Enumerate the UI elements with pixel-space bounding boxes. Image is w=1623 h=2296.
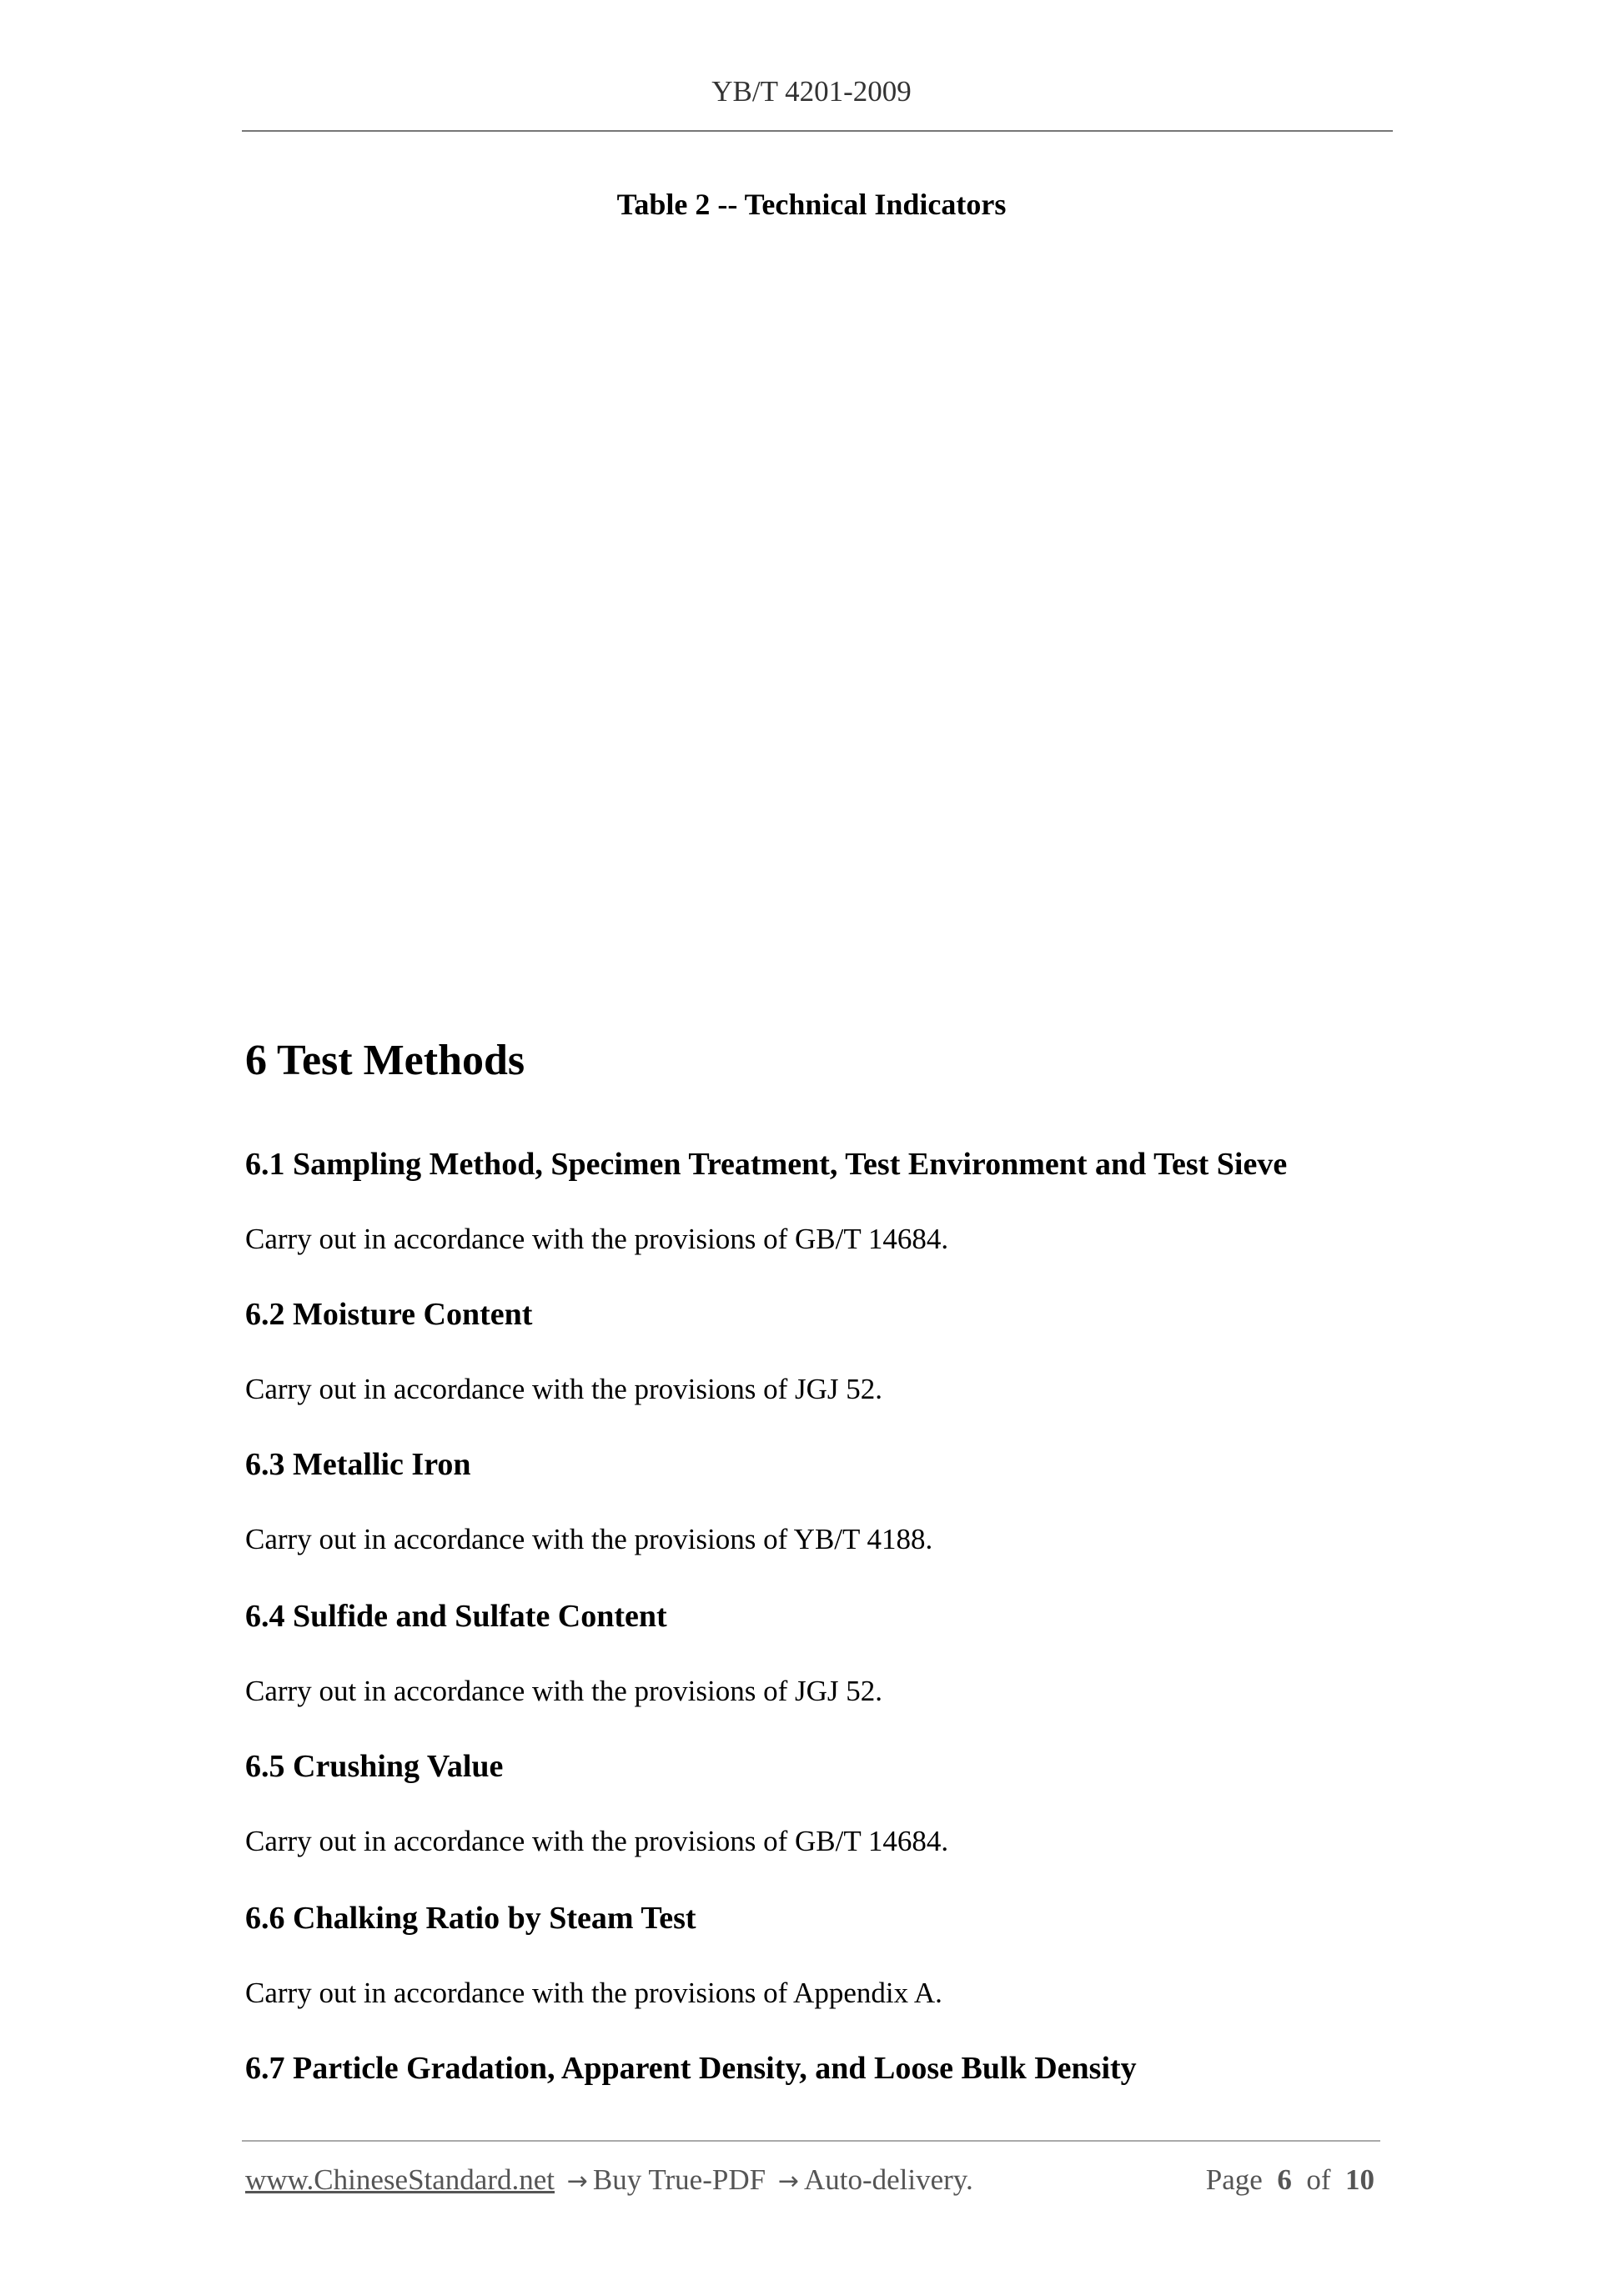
subsection-text-6-5: Carry out in accordance with the provisions of GB/T 14684. — [245, 1825, 949, 1857]
subsection-heading-6-4: 6.4 Sulfide and Sulfate Content — [245, 1599, 667, 1634]
table-placeholder-area — [242, 242, 1393, 992]
subsection-heading-6-6: 6.6 Chalking Ratio by Steam Test — [245, 1901, 696, 1936]
page-indicator — [1206, 2162, 1374, 2198]
section-title: 6 Test Methods — [245, 1037, 525, 1084]
table-caption: Table 2 -- Technical Indicators — [616, 188, 1007, 221]
page-current: 6 — [1277, 2163, 1292, 2196]
auto-delivery-text: Auto-delivery. — [803, 2163, 973, 2196]
footer-divider — [242, 2140, 1380, 2142]
header-divider — [242, 130, 1393, 132]
subsection-text-6-3: Carry out in accordance with the provisions of YB/T 4188. — [245, 1523, 933, 1555]
page-total: 10 — [1345, 2163, 1374, 2196]
subsection-text-6-6: Carry out in accordance with the provisions of Appendix A. — [245, 1977, 942, 2009]
arrow-right-icon: → — [777, 2167, 799, 2196]
subsection-text-6-4: Carry out in accordance with the provisions of JGJ 52. — [245, 1675, 883, 1707]
subsection-heading-6-5: 6.5 Crushing Value — [245, 1749, 504, 1784]
subsection-heading-6-2: 6.2 Moisture Content — [245, 1297, 533, 1332]
page-of-label: of — [1306, 2163, 1331, 2196]
subsection-text-6-1: Carry out in accordance with the provisions of GB/T 14684. — [245, 1223, 949, 1255]
page-label: Page — [1205, 2163, 1263, 2196]
subsection-text-6-2: Carry out in accordance with the provisions of JGJ 52. — [245, 1373, 883, 1405]
subsection-heading-6-7: 6.7 Particle Gradation, Apparent Density, and Loose Bulk Density — [245, 2051, 1137, 2086]
document-code: YB/T 4201-2009 — [711, 75, 912, 108]
subsection-heading-6-3: 6.3 Metallic Iron — [245, 1447, 471, 1482]
footer-promo — [245, 2162, 973, 2200]
website-link[interactable]: www.ChineseStandard.net — [245, 2163, 555, 2196]
subsection-heading-6-1: 6.1 Sampling Method, Specimen Treatment, Test Environment and Test Sieve — [245, 1147, 1288, 1182]
buy-true-pdf-text: Buy True-PDF — [592, 2163, 766, 2196]
arrow-right-icon: → — [566, 2167, 588, 2196]
